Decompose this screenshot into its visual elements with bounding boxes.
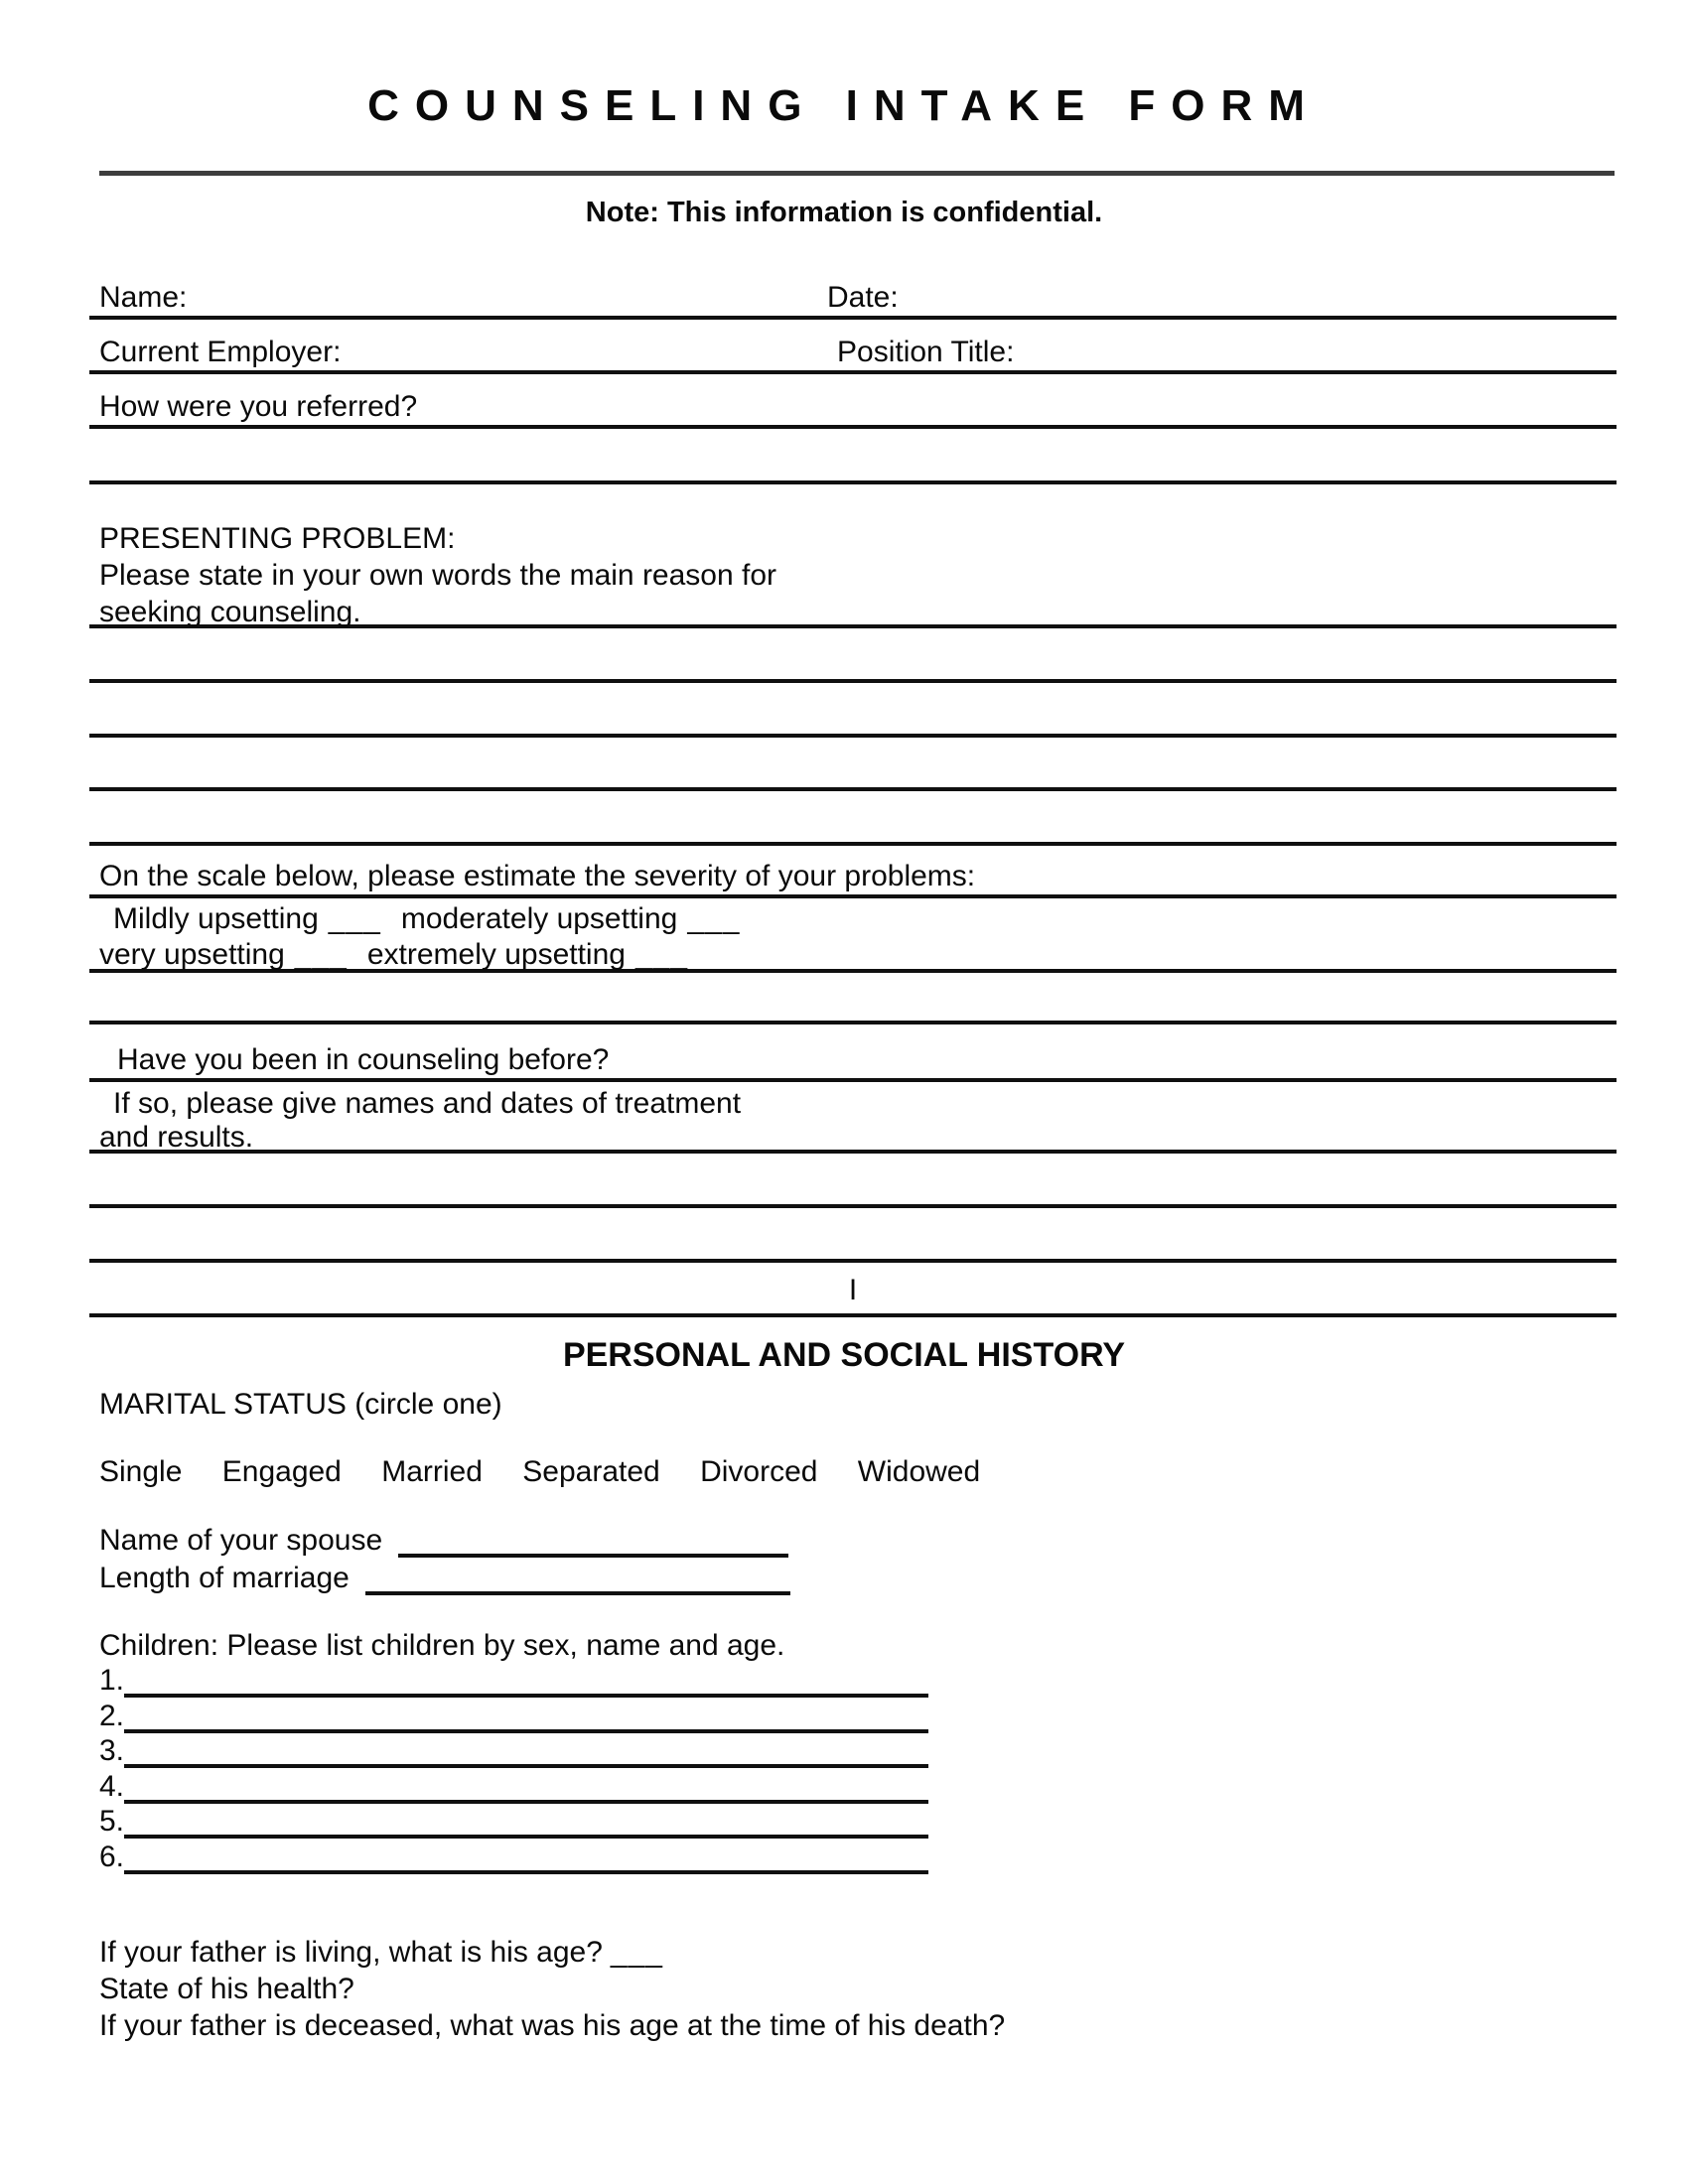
child-number-6: 6.	[99, 1841, 125, 1873]
marital-option-engaged[interactable]: Engaged	[221, 1455, 342, 1488]
child-entry-line-4[interactable]	[124, 1769, 928, 1804]
marital-option-married[interactable]: Married	[381, 1455, 483, 1488]
presenting-problem-answer-line-3[interactable]	[89, 752, 1617, 791]
counseling-answer-line-2[interactable]	[89, 1224, 1617, 1263]
child-entry-line-3[interactable]	[124, 1733, 928, 1768]
child-number-4: 4.	[99, 1770, 125, 1803]
child-entry-row-5	[99, 1804, 928, 1839]
page-title: COUNSELING INTAKE FORM	[367, 81, 1321, 130]
counseling-followup-line-2: and results.	[99, 1121, 254, 1154]
child-number-5: 5.	[99, 1805, 125, 1838]
spouse-name-field	[99, 1523, 788, 1558]
father-living-question: If your father is living, what is his age?	[99, 1936, 603, 1969]
counseling-followup-block[interactable]	[89, 1087, 1617, 1154]
marriage-length-input-line[interactable]	[365, 1561, 790, 1595]
spouse-name-label: Name of your spouse	[99, 1524, 383, 1557]
personal-social-history-heading: PERSONAL AND SOCIAL HISTORY	[562, 1336, 1126, 1374]
severity-question-row	[89, 860, 1617, 898]
marital-status-label: MARITAL STATUS (circle one)	[99, 1388, 502, 1421]
severity-option-extreme-blank[interactable]: ___	[634, 938, 689, 971]
severity-option-mild-label: Mildly upsetting	[113, 902, 319, 935]
divider-mark-row	[89, 1271, 1617, 1317]
father-living-question-row	[99, 1934, 1005, 1971]
severity-scale-line-2	[99, 937, 1617, 973]
divider-mark: I	[848, 1274, 858, 1306]
severity-option-moderate-label: moderately upsetting	[400, 902, 678, 935]
severity-option-very-label: very upsetting	[99, 938, 285, 971]
children-heading: Children: Please list children by sex, name and age.	[99, 1629, 785, 1662]
marital-option-divorced[interactable]: Divorced	[700, 1455, 818, 1488]
child-number-1: 1.	[99, 1664, 125, 1697]
severity-option-mild-blank[interactable]: ___	[328, 902, 381, 935]
marital-option-widowed[interactable]: Widowed	[857, 1455, 981, 1488]
child-entry-line-1[interactable]	[124, 1663, 928, 1698]
referred-answer-line[interactable]	[89, 446, 1617, 484]
spouse-name-input-line[interactable]	[398, 1523, 788, 1558]
severity-question-label: On the scale below, please estimate the severity of your problems:	[99, 860, 976, 892]
marriage-length-label: Length of marriage	[99, 1562, 350, 1594]
date-label: Date:	[827, 281, 899, 314]
child-number-2: 2.	[99, 1700, 125, 1732]
presenting-problem-answer-line-2[interactable]	[89, 699, 1617, 738]
child-entry-row-6	[99, 1840, 928, 1874]
presenting-problem-answer-line-1[interactable]	[89, 644, 1617, 683]
marriage-length-field	[99, 1561, 790, 1595]
referred-label: How were you referred?	[99, 390, 418, 423]
father-age-blank[interactable]: ___	[610, 1936, 663, 1969]
severity-scale-block	[89, 901, 1617, 973]
referred-field-row[interactable]	[89, 390, 1617, 429]
severity-option-extreme-label: extremely upsetting	[366, 938, 626, 971]
counseling-answer-line-1[interactable]	[89, 1169, 1617, 1208]
title-divider	[99, 171, 1615, 176]
current-employer-label: Current Employer:	[99, 336, 342, 368]
child-entry-line-6[interactable]	[124, 1840, 928, 1874]
name-label: Name:	[99, 281, 188, 314]
counseling-before-label: Have you been in counseling before?	[117, 1043, 610, 1076]
child-number-3: 3.	[99, 1734, 125, 1767]
child-entry-row-3	[99, 1733, 928, 1768]
severity-option-moderate-blank[interactable]: ___	[687, 902, 741, 935]
presenting-problem-answer-line-4[interactable]	[89, 807, 1617, 846]
confidential-note: Note: This information is confidential.	[585, 197, 1103, 228]
severity-option-very-blank[interactable]: ___	[294, 938, 348, 971]
child-entry-line-2[interactable]	[124, 1699, 928, 1733]
employer-position-field-row[interactable]	[89, 336, 1617, 374]
name-date-field-row[interactable]	[89, 281, 1617, 320]
presenting-problem-heading: PRESENTING PROBLEM:	[99, 522, 456, 555]
child-entry-row-4	[99, 1769, 928, 1804]
position-title-label: Position Title:	[837, 336, 1015, 368]
child-entry-row-2	[99, 1699, 928, 1733]
counseling-before-field-row[interactable]	[89, 1043, 1617, 1082]
father-health-question: State of his health?	[99, 1973, 354, 2005]
severity-scale-line-1	[99, 901, 1617, 937]
presenting-problem-block[interactable]	[89, 520, 1617, 628]
father-questions-block	[99, 1934, 1005, 2044]
severity-extra-line[interactable]	[89, 986, 1617, 1024]
presenting-problem-instruction-1: Please state in your own words the main reason for	[99, 559, 777, 592]
marital-option-single[interactable]: Single	[99, 1455, 183, 1488]
child-entry-line-5[interactable]	[124, 1804, 928, 1839]
counseling-followup-line-1: If so, please give names and dates of treatment	[113, 1087, 742, 1120]
marital-option-separated[interactable]: Separated	[522, 1455, 660, 1488]
presenting-problem-instruction-2: seeking counseling.	[99, 596, 361, 628]
marital-options-row	[99, 1455, 980, 1489]
child-entry-row-1	[99, 1663, 928, 1698]
father-deceased-question: If your father is deceased, what was his age at the time of his death?	[99, 2009, 1006, 2042]
